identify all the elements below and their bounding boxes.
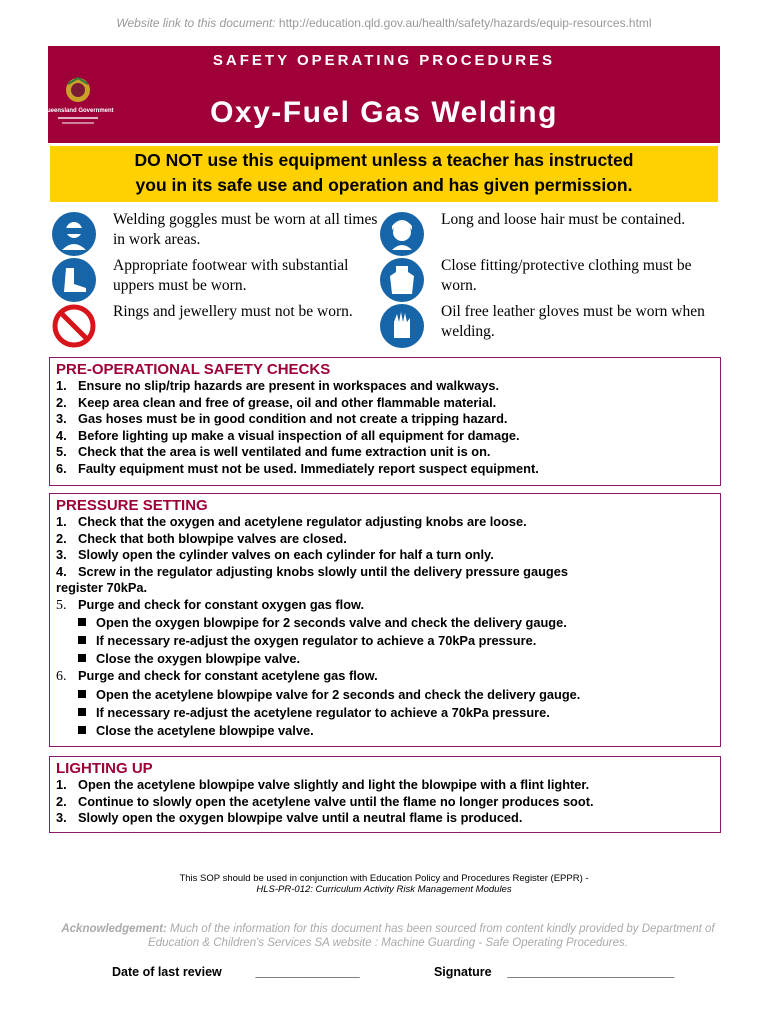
sub-list-item: Open the oxygen blowpipe for 2 seconds valve and check the delivery gauge.	[50, 614, 720, 632]
square-bullet-icon	[78, 636, 86, 644]
hair-icon	[380, 212, 424, 256]
list-item: 4. Screw in the regulator adjusting knobs slowly until the delivery pressure gauges	[56, 563, 568, 579]
ppe-item-footwear	[52, 256, 382, 301]
sub-list-item: If necessary re-adjust the oxygen regulator to achieve a 70kPa pressure.	[50, 632, 720, 650]
list-item: 6. Purge and check for constant acetylene gas flow.	[56, 668, 378, 684]
warning-line2: you in its safe use and operation and has given permission.	[135, 175, 633, 195]
acknowledgement	[48, 922, 728, 950]
section-heading: LIGHTING UP	[56, 760, 153, 777]
footer-note-line1: This SOP should be used in conjunction with Education Policy and Procedures Register (EPPR) -	[179, 873, 589, 884]
list-item: 5. Check that the area is well ventilated and fume extraction unit is on.	[56, 444, 491, 459]
list-item: 1. Check that the oxygen and acetylene regulator adjusting knobs are loose.	[56, 514, 527, 529]
sop-label: SAFETY OPERATING PROCEDURES	[212, 52, 556, 69]
list-item: 5. Purge and check for constant oxygen gas flow.	[56, 596, 365, 613]
pre-operational-checks	[49, 357, 721, 486]
list-item: 4. Before lighting up make a visual inspection of all equipment for damage.	[56, 427, 520, 443]
warning-banner	[50, 146, 718, 202]
ppe-text: Welding goggles must be worn at all times in work areas.	[113, 211, 378, 248]
list-item: 3. Slowly open the cylinder valves on each cylinder for half a turn only.	[56, 547, 494, 562]
sub-list-item: Open the acetylene blowpipe valve for 2 seconds and check the delivery gauge.	[50, 686, 720, 704]
list-item: 2. Keep area clean and free of grease, oil and other flammable material.	[56, 394, 497, 410]
square-bullet-icon	[78, 690, 86, 698]
ack-label: Acknowledgement:	[61, 923, 167, 935]
sub-list-item: Close the acetylene blowpipe valve.	[50, 722, 720, 740]
list-item: 6. Faulty equipment must not be used. Immediately report suspect equipment.	[56, 460, 539, 476]
ppe-item-clothing	[380, 256, 710, 301]
sub-list-item: If necessary re-adjust the acetylene regulator to achieve a 70kPa pressure.	[50, 704, 720, 722]
square-bullet-icon	[78, 726, 86, 734]
list-item: 2. Continue to slowly open the acetylene valve until the flame no longer produces soot.	[56, 793, 594, 809]
signature-label: Signature	[433, 965, 492, 979]
list-item: 3. Slowly open the oxygen blowpipe valve until a neutral flame is produced.	[56, 810, 523, 825]
list-item: 1. Ensure no slip/trip hazards are present in workspaces and walkways.	[56, 378, 500, 393]
list-item: 3. Gas hoses must be in good condition and not create a tripping hazard.	[56, 411, 508, 426]
list-item: 1. Open the acetylene blowpipe valve slightly and light the blowpipe with a flint lighter.	[56, 777, 590, 792]
square-bullet-icon	[78, 618, 86, 626]
sub-list-item: Close the oxygen blowpipe valve.	[50, 650, 720, 668]
apron-icon	[380, 258, 424, 302]
website-url[interactable]: http://education.qld.gov.au/health/safety/hazards/equip-resources.html	[278, 16, 652, 30]
ppe-text: Oil free leather gloves must be worn when welding.	[441, 303, 705, 340]
gloves-icon	[380, 304, 424, 348]
signature-row	[112, 965, 674, 979]
page-title: Oxy-Fuel Gas Welding	[210, 96, 558, 129]
ppe-item-goggles	[52, 210, 382, 255]
footer-note	[0, 873, 768, 895]
ppe-text: Close fitting/protective clothing must be worn.	[441, 257, 692, 294]
no-jewellery-icon	[52, 304, 96, 348]
square-bullet-icon	[78, 654, 86, 662]
square-bullet-icon	[78, 708, 86, 716]
ppe-text: Long and loose hair must be contained.	[441, 211, 686, 228]
goggles-icon	[52, 212, 96, 256]
logo-text: Queensland Government	[42, 108, 114, 114]
website-link	[0, 16, 768, 30]
footer-note-line2: HLS-PR-012: Curriculum Activity Risk Management Modules	[256, 884, 512, 895]
date-blank: _______________	[255, 965, 360, 979]
ppe-item-jewellery	[52, 302, 382, 347]
list-item-continued: register 70kPa.	[56, 580, 148, 595]
ppe-text: Appropriate footwear with substantial uppers must be worn.	[113, 257, 349, 294]
ack-text: Much of the information for this document has been sourced from content kindly provided by Department of Education & Children's Services SA website : Machine Guarding - Safe Operating Procedures.	[148, 923, 715, 949]
ppe-item-hair	[380, 210, 710, 255]
pressure-setting	[49, 493, 721, 747]
website-label: Website link to this document:	[116, 16, 276, 30]
ppe-item-gloves	[380, 302, 710, 347]
section-heading: PRESSURE SETTING	[56, 497, 208, 514]
signature-blank: ________________________	[507, 965, 675, 979]
date-label: Date of last review	[112, 965, 222, 979]
section-heading: PRE-OPERATIONAL SAFETY CHECKS	[56, 361, 331, 378]
lighting-up	[49, 756, 721, 833]
warning-line1: use this equipment unless a teacher has instructed	[202, 150, 634, 170]
footwear-icon	[52, 258, 96, 302]
list-item: 2. Check that both blowpipe valves are closed.	[56, 530, 347, 546]
title-banner	[42, 46, 720, 143]
warning-do-not: DO NOT	[134, 150, 203, 170]
ppe-text: Rings and jewellery must not be worn.	[113, 303, 353, 320]
